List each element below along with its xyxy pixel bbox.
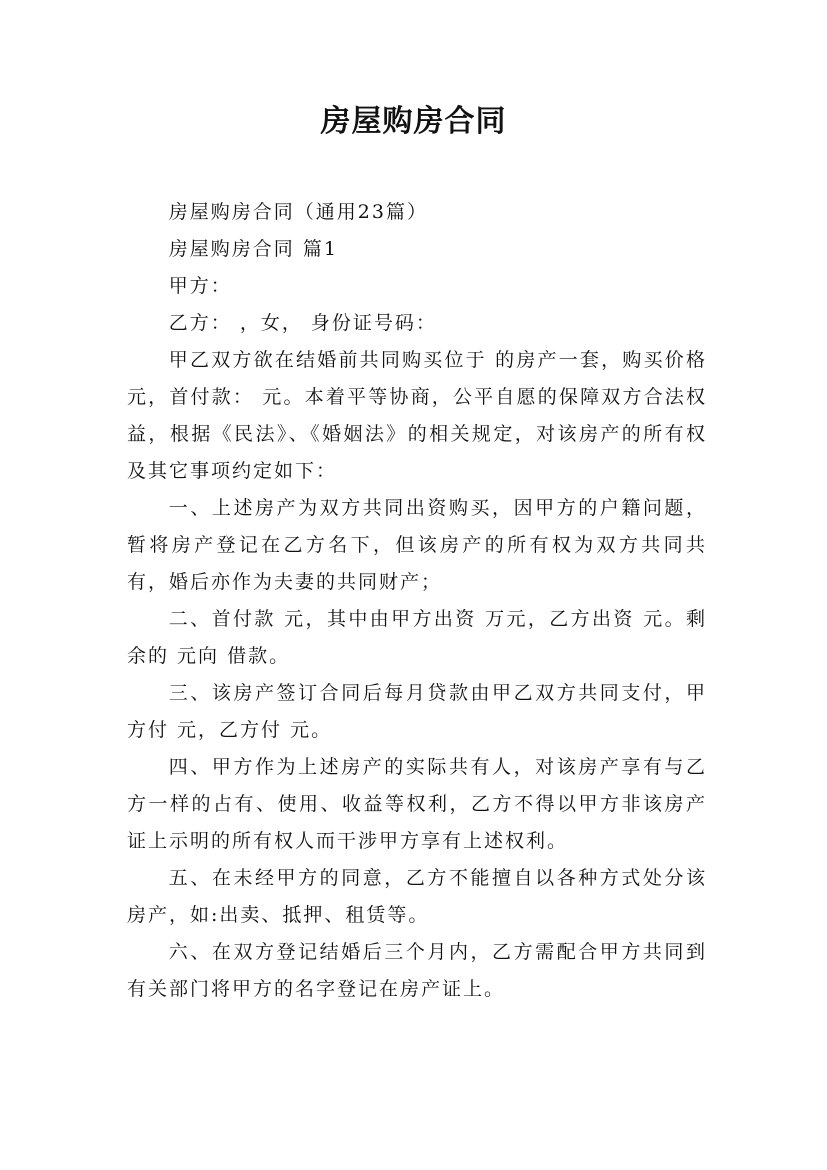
paragraph-clause-5: 五、在未经甲方的同意，乙方不能擅自以各种方式处分该房产，如:出卖、抵押、租赁等。 bbox=[127, 867, 707, 926]
paragraph-clause-6: 六、在双方登记结婚后三个月内，乙方需配合甲方共同到有关部门将甲方的名字登记在房产证上。 bbox=[127, 941, 707, 1000]
paragraph-party-a: 甲方： bbox=[168, 275, 232, 297]
paragraph-clause-2: 二、首付款 元，其中由甲方出资 万元，乙方出资 元。剩余的 元向 借款。 bbox=[127, 608, 707, 667]
document-title: 房屋购房合同 bbox=[320, 104, 507, 139]
document-body bbox=[127, 194, 707, 1008]
paragraph-section-heading: 房屋购房合同 篇1 bbox=[168, 238, 338, 260]
paragraph-preamble: 甲乙双方欲在结婚前共同购买位于 的房产一套，购买价格 元，首付款： 元。本着平等协商，公平自愿的保障双方合法权益，根据《民法》、《婚姻法》的相关规定，对该房产的所有权及其它事项约定如下： bbox=[127, 349, 707, 482]
paragraph-clause-1: 一、上述房产为双方共同出资购买，因甲方的户籍问题，暂将房产登记在乙方名下，但该房产的所有权为双方共同共有，婚后亦作为夫妻的共同财产； bbox=[127, 497, 707, 593]
paragraph-clause-3: 三、该房产签订合同后每月贷款由甲乙双方共同支付，甲方付 元，乙方付 元。 bbox=[127, 682, 707, 741]
paragraph-subtitle: 房屋购房合同（通用23篇） bbox=[168, 201, 428, 223]
paragraph-party-b: 乙方： ，女， 身份证号码： bbox=[168, 312, 437, 334]
paragraph-clause-4: 四、甲方作为上述房产的实际共有人，对该房产享有与乙方一样的占有、使用、收益等权利，乙方不得以甲方非该房产证上示明的所有权人而干涉甲方享有上述权利。 bbox=[127, 756, 707, 852]
